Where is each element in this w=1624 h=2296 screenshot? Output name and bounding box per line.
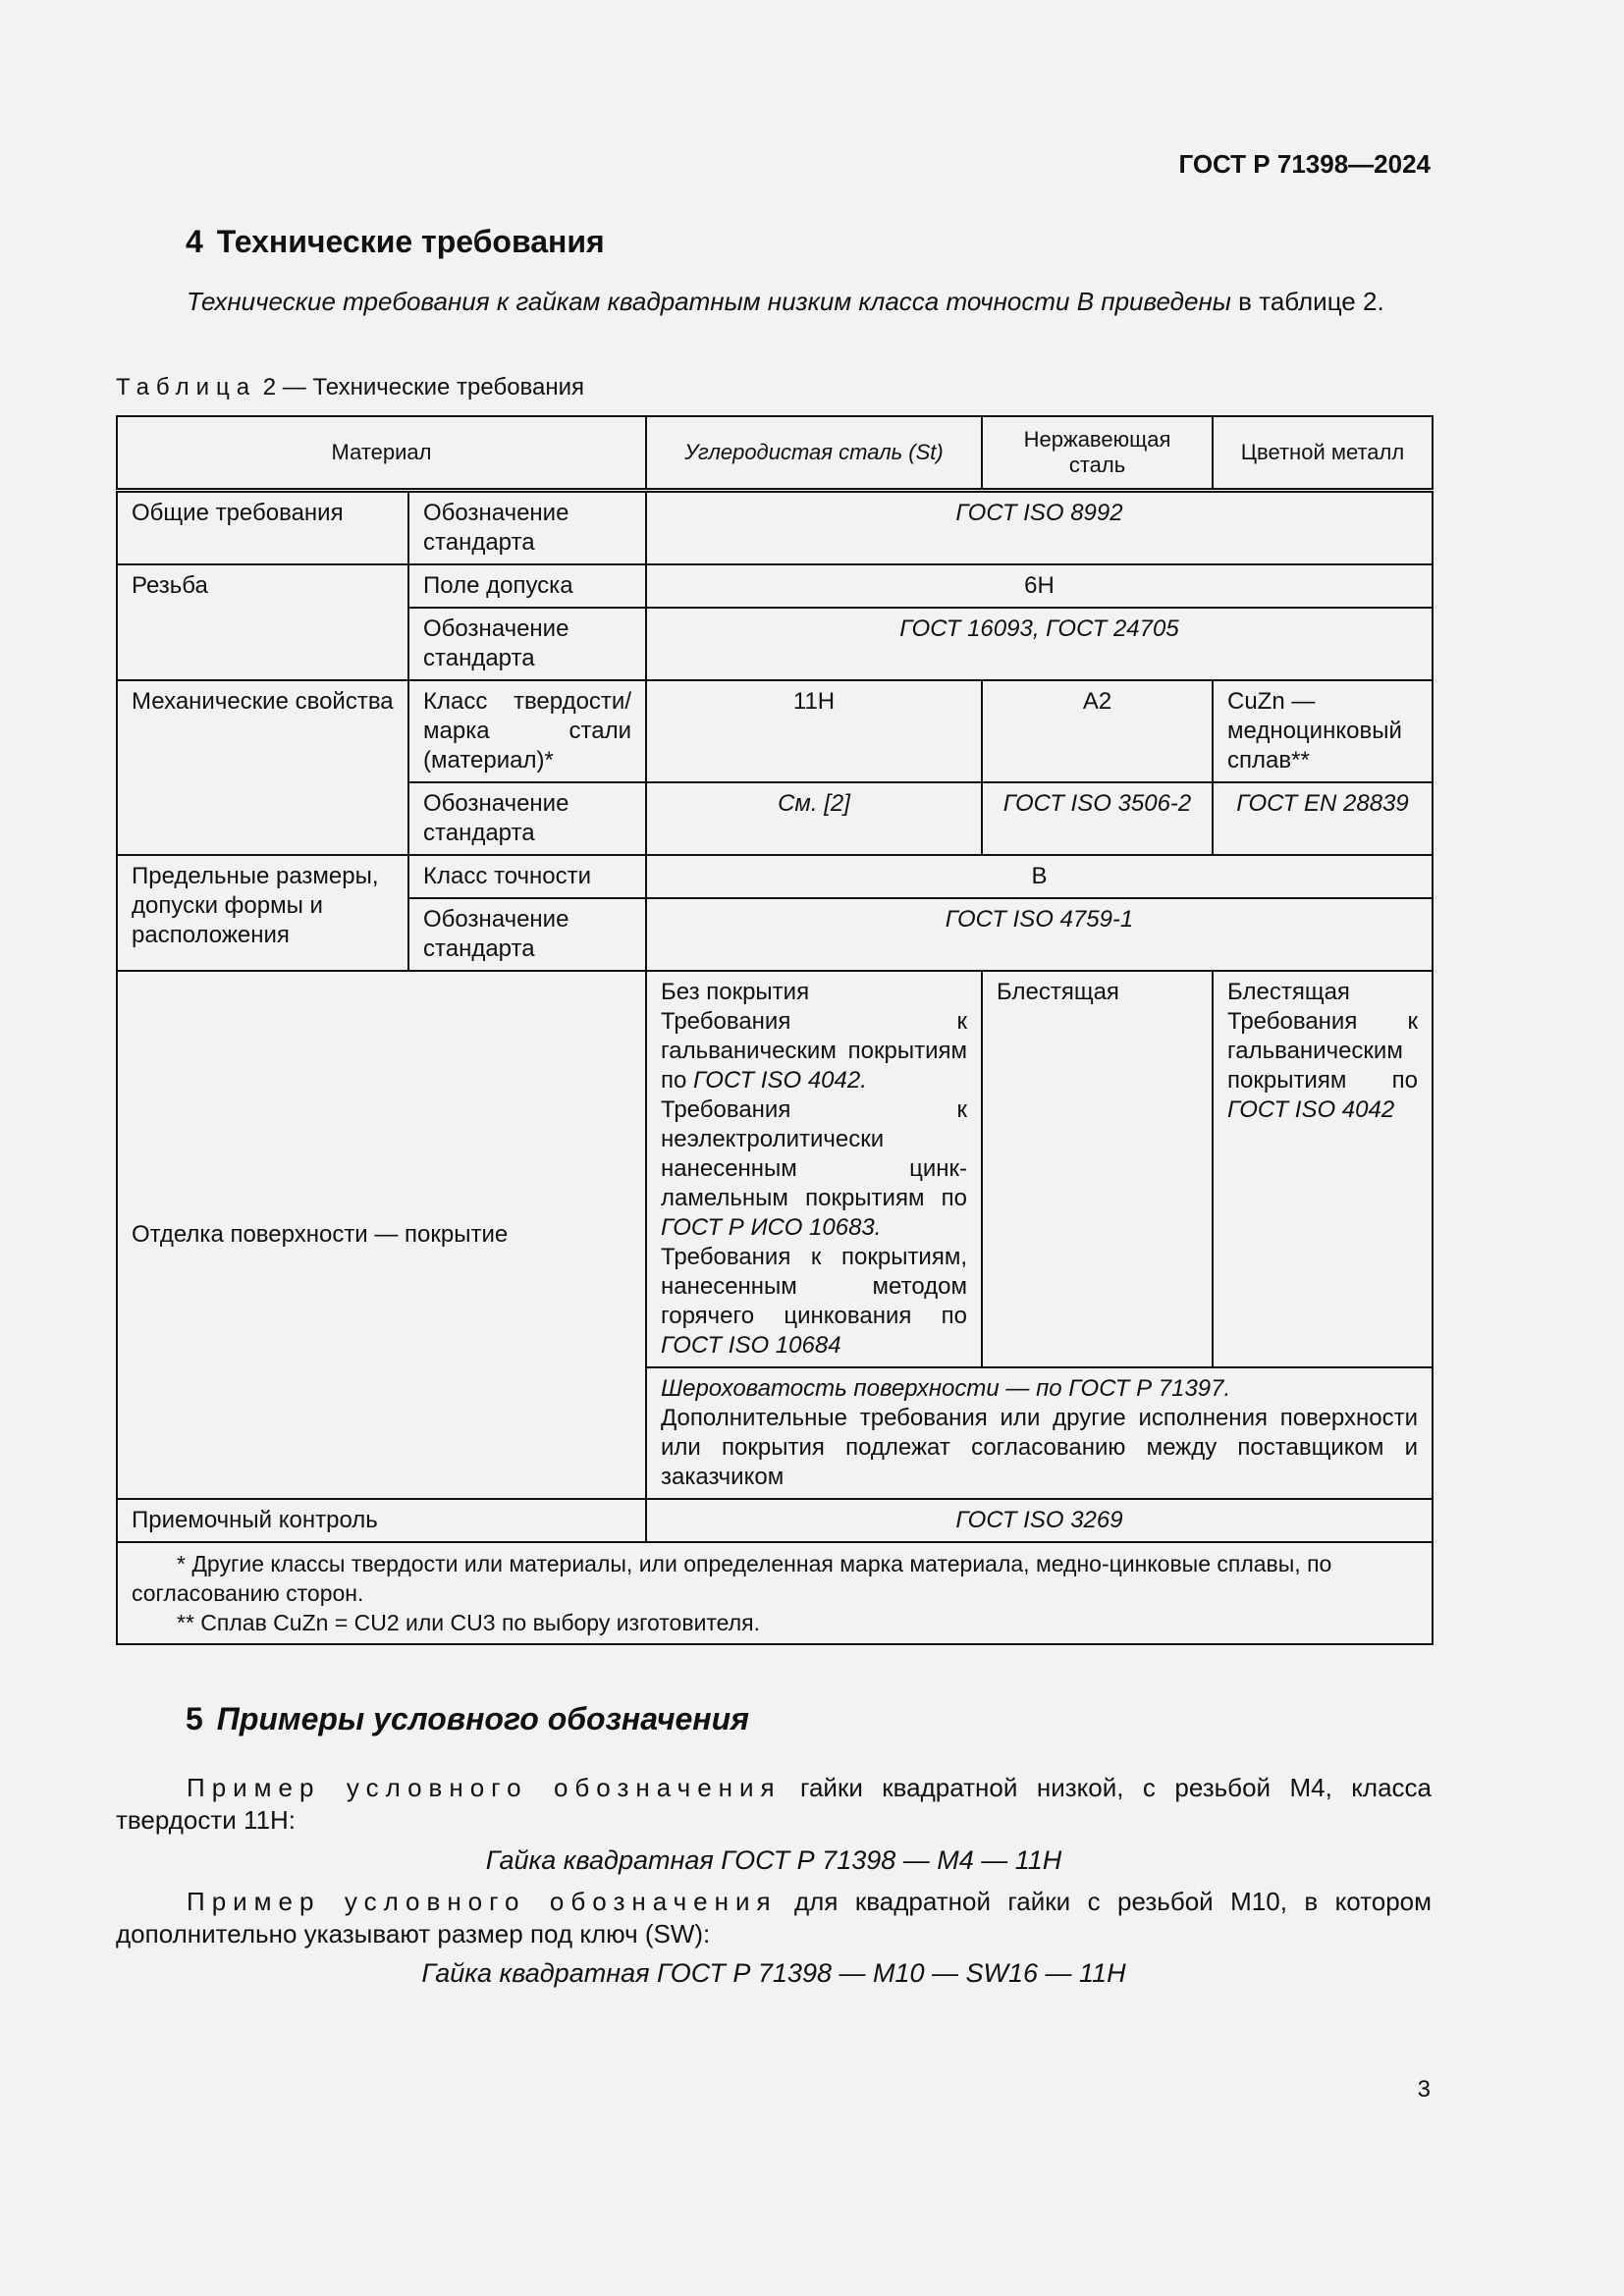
surface-additional: Дополнительные требования или другие исполнения поверхности или покрытия подлежат согласованию между поставщиком и заказчиком: [661, 1405, 1418, 1490]
surface-roughness-cell: [646, 1367, 1433, 1499]
surface-nonferrous-galvanic-ref: ГОСТ ISO 4042: [1227, 1096, 1395, 1123]
table-row: [117, 564, 1433, 608]
table-row: [117, 855, 1433, 898]
surface-roughness: Шероховатость поверхности — по ГОСТ Р 71397.: [661, 1375, 1231, 1402]
limits-std-value: ГОСТ ISO 4759-1: [646, 898, 1433, 971]
section-4-heading: [186, 224, 605, 260]
surface-nonferrous-galvanic-text: Требования к гальваническим покрытиям по: [1227, 1008, 1418, 1094]
surface-carbon-hot-dip: [661, 1243, 967, 1361]
acceptance-value: ГОСТ ISO 3269: [646, 1499, 1433, 1542]
header-material: Материал: [117, 416, 646, 491]
acceptance-label: Приемочный контроль: [117, 1499, 646, 1542]
thread-std-label: Обозначение стандарта: [408, 608, 646, 680]
page-number: 3: [1417, 2076, 1431, 2103]
surface-carbon: [646, 971, 982, 1367]
header-stainless-steel: Нержавеющая сталь: [982, 416, 1213, 491]
limits-std-label: Обозначение стандарта: [408, 898, 646, 971]
surface-nonferrous-line: Блестящая: [1227, 979, 1350, 1005]
table-caption: [116, 374, 584, 401]
table-row: [117, 971, 1433, 1367]
section-number: 4: [186, 224, 203, 259]
surface-nonferrous: [1213, 971, 1433, 1367]
table-notes: [117, 1542, 1433, 1644]
table-caption-label: Таблица: [116, 374, 257, 400]
example-2-formula: Гайка квадратная ГОСТ Р 71398 — М10 — SW16 — 11H: [421, 1958, 1126, 1988]
table-row: [117, 491, 1433, 565]
mech-class-label: Класс твердости/марка стали (материал)*: [408, 680, 646, 782]
footnote-1: * Другие классы твердости или материалы, или определенная марка материала, медно-цинковые сплавы, по согласованию сторон.: [132, 1551, 1332, 1606]
surface-carbon-hot-dip-ref: ГОСТ ISO 10684: [661, 1332, 841, 1359]
document-code: ГОСТ Р 71398—2024: [1178, 149, 1431, 179]
general-sub: Обозначение стандарта: [408, 491, 646, 565]
section-5-heading: [186, 1701, 749, 1737]
table-notes-row: [117, 1542, 1433, 1644]
example-1-desc: гайки квадратной низкой, с резьбой М4, класса твердости 11H:: [116, 1773, 1433, 1835]
mech-std-nonferrous: ГОСТ EN 28839: [1213, 782, 1433, 855]
table-row: [117, 1499, 1433, 1542]
table-caption-rest: 2 — Технические требования: [256, 374, 585, 400]
section-number: 5: [186, 1701, 203, 1736]
surface-carbon-hot-dip-text: Требования к покрытиям, нанесенным методом горячего цинкования по: [661, 1244, 967, 1329]
surface-carbon-zinc-flake-ref: ГОСТ Р ИСО 10683.: [661, 1214, 882, 1241]
general-value: ГОСТ ISO 8992: [646, 491, 1433, 565]
example-2-text: [116, 1886, 1432, 1950]
thread-tol-value: 6H: [646, 564, 1433, 608]
header-nonferrous: Цветной металл: [1213, 416, 1433, 491]
limits-label: Предельные размеры, допуски формы и расположения: [117, 855, 408, 971]
requirements-table: [116, 415, 1434, 1645]
limits-class-value: B: [646, 855, 1433, 898]
section-title: Примеры условного обозначения: [216, 1701, 749, 1736]
general-label: Общие требования: [117, 491, 408, 565]
example-2-desc: для квадратной гайки с резьбой М10, в котором дополнительно указывают размер под ключ (SW):: [116, 1887, 1432, 1949]
thread-label: Резьба: [117, 564, 408, 680]
intro-italic: Технические требования к гайкам квадратным низким класса точности B приведены: [187, 287, 1231, 316]
surface-carbon-line: Без покрытия: [661, 979, 810, 1005]
surface-carbon-galvanic-text: Требования к гальваническим покрытиям по: [661, 1008, 967, 1094]
table-row: [117, 680, 1433, 782]
table-header-row: [117, 416, 1433, 491]
limits-class-label: Класс точности: [408, 855, 646, 898]
surface-carbon-galvanic-ref: ГОСТ ISO 4042.: [693, 1067, 867, 1094]
example-label: Пример условного обозначения: [187, 1773, 782, 1802]
mech-nonferrous: CuZn — медноцинковый сплав**: [1213, 680, 1433, 782]
section-4-intro: [116, 286, 1432, 318]
surface-carbon-galvanic: [661, 1007, 967, 1095]
header-carbon-steel: Углеродистая сталь (St): [646, 416, 982, 491]
mech-std-stainless: ГОСТ ISO 3506-2: [982, 782, 1213, 855]
mech-std-carbon: См. [2]: [646, 782, 982, 855]
intro-rest: в таблице 2.: [1230, 287, 1384, 316]
surface-carbon-zinc-flake-text: Требования к неэлектролитически нанесенным цинк-ламельным покрытиям по: [661, 1096, 967, 1211]
thread-std-value: ГОСТ 16093, ГОСТ 24705: [646, 608, 1433, 680]
mech-carbon: 11H: [646, 680, 982, 782]
section-title: Технические требования: [216, 224, 605, 259]
example-label: Пример условного обозначения: [187, 1887, 778, 1916]
mech-std-label: Обозначение стандарта: [408, 782, 646, 855]
example-1-text: [116, 1772, 1432, 1837]
surface-nonferrous-galvanic: [1227, 1007, 1418, 1125]
mech-label: Механические свойства: [117, 680, 408, 855]
surface-carbon-zinc-flake: [661, 1095, 967, 1243]
thread-tol-label: Поле допуска: [408, 564, 646, 608]
footnote-2: ** Сплав CuZn = CU2 или CU3 по выбору изготовителя.: [177, 1610, 760, 1635]
example-1-formula: Гайка квадратная ГОСТ Р 71398 — М4 — 11H: [485, 1845, 1062, 1875]
surface-label: Отделка поверхности — покрытие: [117, 971, 646, 1499]
surface-stainless: Блестящая: [982, 971, 1213, 1367]
mech-stainless: A2: [982, 680, 1213, 782]
